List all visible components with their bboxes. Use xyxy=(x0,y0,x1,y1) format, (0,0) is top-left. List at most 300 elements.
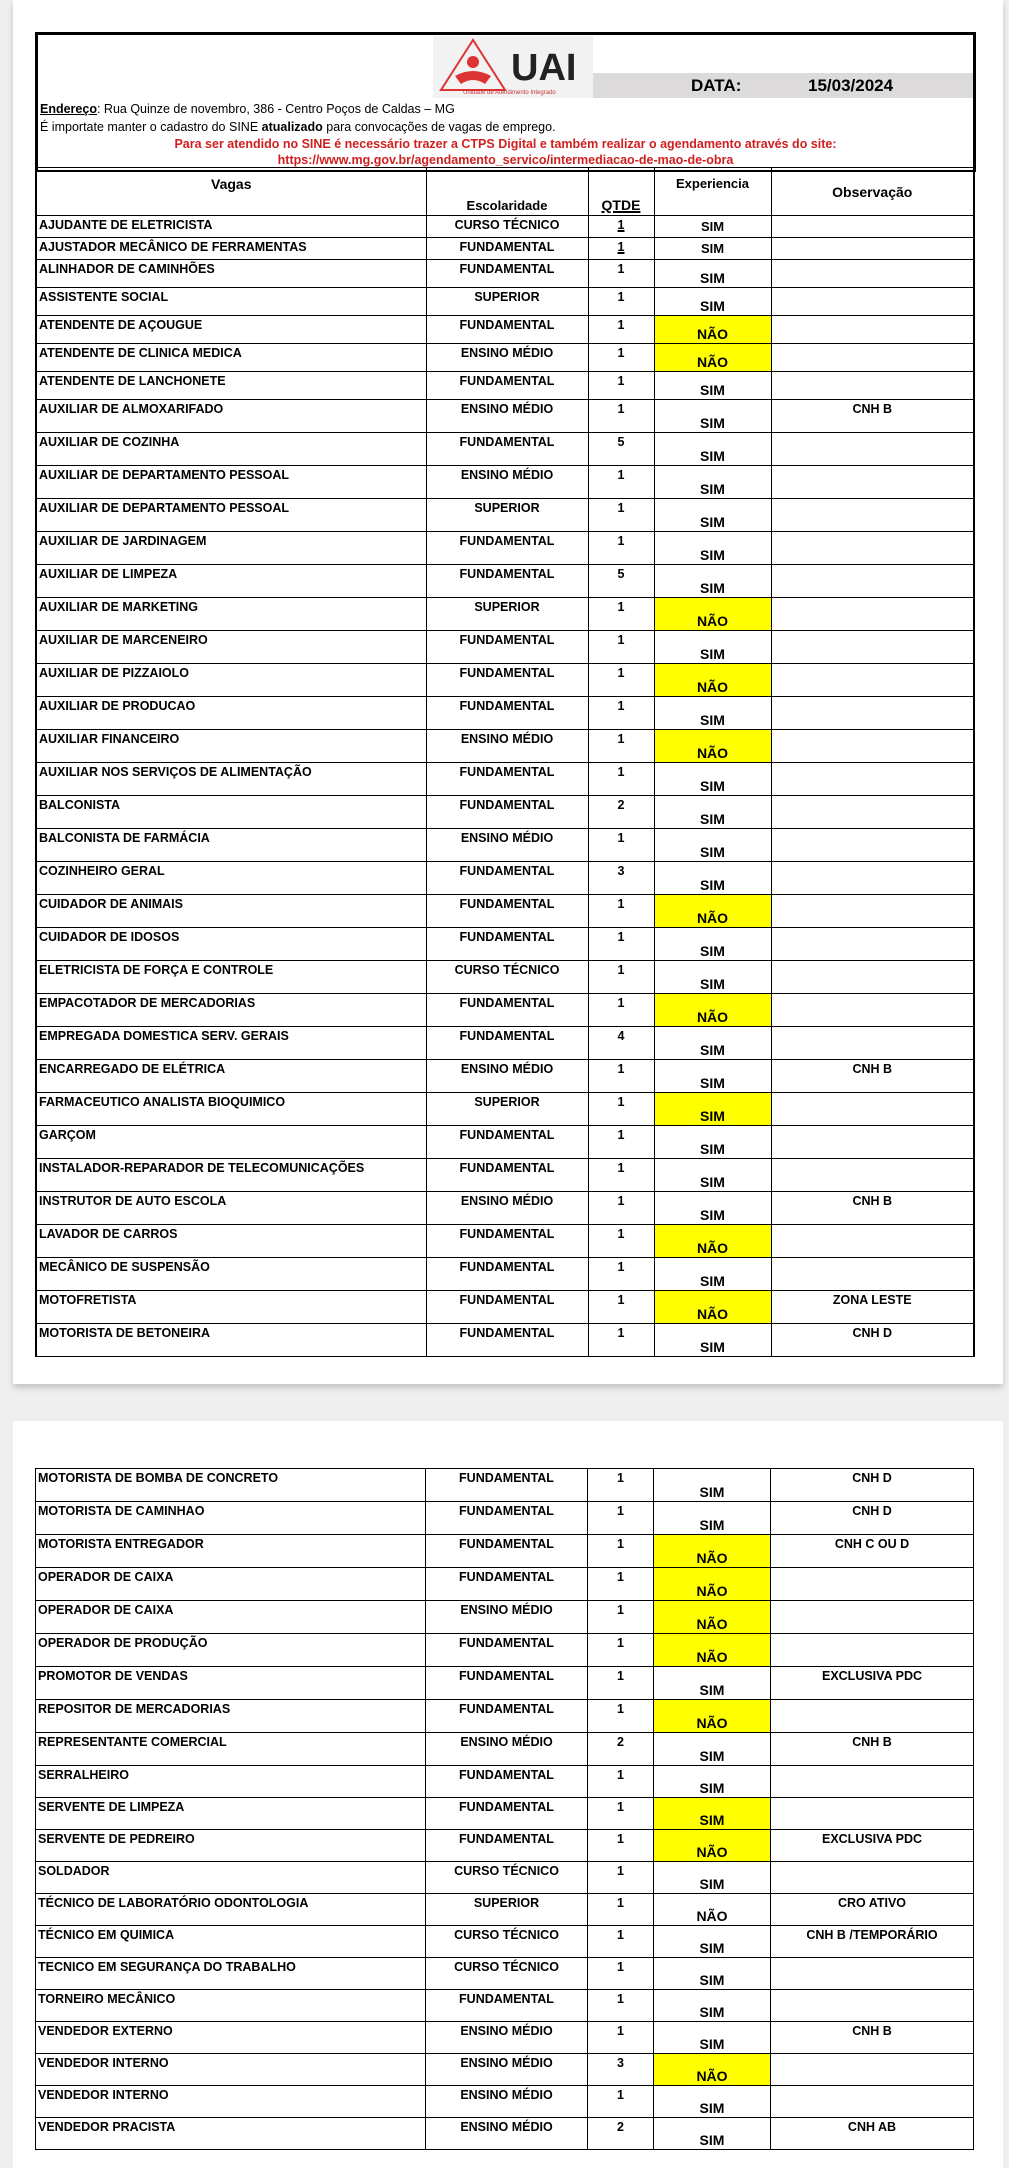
table-row xyxy=(36,499,974,532)
observation xyxy=(771,796,974,829)
job-title: COZINHEIRO GERAL xyxy=(36,862,426,895)
table-row xyxy=(36,1634,974,1667)
svg-text:UAI: UAI xyxy=(511,47,577,89)
job-title: SERVENTE DE LIMPEZA xyxy=(36,1798,426,1830)
education-level: CURSO TÉCNICO xyxy=(426,1958,588,1990)
quantity: 1 xyxy=(588,697,654,730)
observation xyxy=(771,598,974,631)
table-row xyxy=(36,532,974,565)
date-value: 15/03/2024 xyxy=(808,76,894,95)
observation xyxy=(771,763,974,796)
experience-required: SIM xyxy=(654,1060,771,1093)
observation xyxy=(771,344,974,372)
experience-required: NÃO xyxy=(654,895,771,928)
experience-required: SIM xyxy=(654,1093,771,1126)
observation: CNH B xyxy=(771,1733,974,1766)
observation xyxy=(771,1601,974,1634)
table-row xyxy=(36,216,974,238)
quantity: 1 xyxy=(588,1862,654,1894)
table-row xyxy=(36,1469,974,1502)
table-row xyxy=(36,1894,974,1926)
education-level: FUNDAMENTAL xyxy=(426,565,588,598)
job-title: AUXILIAR DE LIMPEZA xyxy=(36,565,426,598)
col-qtde: QTDE xyxy=(588,168,654,216)
sine-note xyxy=(40,120,556,134)
observation xyxy=(771,1027,974,1060)
experience-required: SIM xyxy=(654,796,771,829)
observation xyxy=(771,1126,974,1159)
quantity: 1 xyxy=(588,1894,654,1926)
notice-link[interactable]: https://www.mg.gov.br/agendamento_servico/intermediacao-de-mao-de-obra xyxy=(277,153,734,167)
education-level: CURSO TÉCNICO xyxy=(426,1862,588,1894)
observation xyxy=(771,2086,974,2118)
experience-required: SIM xyxy=(654,1159,771,1192)
table-row xyxy=(36,631,974,664)
quantity: 1 xyxy=(588,1159,654,1192)
education-level: FUNDAMENTAL xyxy=(426,1798,588,1830)
quantity: 1 xyxy=(588,372,654,400)
observation: CNH B xyxy=(771,2022,974,2054)
table-row xyxy=(36,763,974,796)
education-level: FUNDAMENTAL xyxy=(426,1700,588,1733)
education-level: CURSO TÉCNICO xyxy=(426,961,588,994)
job-title: ALINHADOR DE CAMINHÕES xyxy=(36,260,426,288)
job-title: TÉCNICO EM QUIMICA xyxy=(36,1926,426,1958)
table-row xyxy=(36,1990,974,2022)
quantity: 1 xyxy=(588,1291,654,1324)
education-level: FUNDAMENTAL xyxy=(426,1535,588,1568)
col-experiencia: Experiencia xyxy=(654,168,771,216)
quantity: 1 xyxy=(588,1830,654,1862)
quantity: 3 xyxy=(588,862,654,895)
table-row xyxy=(36,1601,974,1634)
observation: CNH B xyxy=(771,1060,974,1093)
education-level: FUNDAMENTAL xyxy=(426,1225,588,1258)
observation: CNH C OU D xyxy=(771,1535,974,1568)
education-level: ENSINO MÉDIO xyxy=(426,1601,588,1634)
note-bold: atualizado xyxy=(261,120,323,134)
observation xyxy=(771,1862,974,1894)
document-page-2 xyxy=(13,1421,1003,2168)
experience-required: NÃO xyxy=(654,1601,771,1634)
observation: ZONA LESTE xyxy=(771,1291,974,1324)
experience-required: SIM xyxy=(654,1192,771,1225)
experience-required: SIM xyxy=(654,862,771,895)
uai-logo xyxy=(433,36,593,98)
table-row xyxy=(36,730,974,763)
address-label: Endereço xyxy=(40,102,97,116)
quantity: 1 xyxy=(588,1601,654,1634)
experience-required: SIM xyxy=(654,1126,771,1159)
job-title: AUXILIAR DE DEPARTAMENTO PESSOAL xyxy=(36,499,426,532)
observation: CNH D xyxy=(771,1502,974,1535)
quantity: 1 xyxy=(588,664,654,697)
education-level: FUNDAMENTAL xyxy=(426,1667,588,1700)
quantity: 1 xyxy=(588,1568,654,1601)
job-title: MOTOFRETISTA xyxy=(36,1291,426,1324)
experience-required: SIM xyxy=(654,288,771,316)
experience-required: SIM xyxy=(654,1027,771,1060)
experience-required: SIM xyxy=(654,400,771,433)
observation xyxy=(771,829,974,862)
experience-required: NÃO xyxy=(654,1291,771,1324)
education-level: ENSINO MÉDIO xyxy=(426,2022,588,2054)
experience-required: SIM xyxy=(654,238,771,260)
date-bar xyxy=(593,73,973,98)
observation xyxy=(771,260,974,288)
quantity: 2 xyxy=(588,2118,654,2150)
education-level: FUNDAMENTAL xyxy=(426,1291,588,1324)
quantity: 1 xyxy=(588,288,654,316)
observation xyxy=(771,216,974,238)
job-table-page-1 xyxy=(35,167,975,1357)
education-level: FUNDAMENTAL xyxy=(426,1990,588,2022)
education-level: FUNDAMENTAL xyxy=(426,928,588,961)
table-row xyxy=(36,829,974,862)
job-title: ASSISTENTE SOCIAL xyxy=(36,288,426,316)
quantity: 4 xyxy=(588,1027,654,1060)
observation xyxy=(771,730,974,763)
quantity: 5 xyxy=(588,433,654,466)
table-row xyxy=(36,796,974,829)
job-title: FARMACEUTICO ANALISTA BIOQUIMICO xyxy=(36,1093,426,1126)
job-title: MOTORISTA DE BOMBA DE CONCRETO xyxy=(36,1469,426,1502)
job-title: AUXILIAR DE ALMOXARIFADO xyxy=(36,400,426,433)
observation: CNH D xyxy=(771,1469,974,1502)
observation xyxy=(771,1798,974,1830)
observation xyxy=(771,961,974,994)
education-level: SUPERIOR xyxy=(426,499,588,532)
experience-required: SIM xyxy=(654,1667,771,1700)
education-level: FUNDAMENTAL xyxy=(426,372,588,400)
quantity: 1 xyxy=(588,1469,654,1502)
table-row xyxy=(36,466,974,499)
table-header-row xyxy=(36,168,974,216)
table-row xyxy=(36,1159,974,1192)
job-title: TÉCNICO DE LABORATÓRIO ODONTOLOGIA xyxy=(36,1894,426,1926)
experience-required: SIM xyxy=(654,961,771,994)
job-title: VENDEDOR INTERNO xyxy=(36,2086,426,2118)
experience-required: NÃO xyxy=(654,316,771,344)
job-title: TECNICO EM SEGURANÇA DO TRABALHO xyxy=(36,1958,426,1990)
quantity: 1 xyxy=(588,316,654,344)
education-level: FUNDAMENTAL xyxy=(426,631,588,664)
observation: CNH D xyxy=(771,1324,974,1357)
job-title: MOTORISTA DE CAMINHAO xyxy=(36,1502,426,1535)
table-row xyxy=(36,288,974,316)
experience-required: SIM xyxy=(654,565,771,598)
table-row xyxy=(36,433,974,466)
job-title: AUXILIAR DE JARDINAGEM xyxy=(36,532,426,565)
job-title: OPERADOR DE CAIXA xyxy=(36,1568,426,1601)
quantity: 1 xyxy=(588,1667,654,1700)
education-level: ENSINO MÉDIO xyxy=(426,2054,588,2086)
observation xyxy=(771,862,974,895)
experience-required: SIM xyxy=(654,1990,771,2022)
job-title: ATENDENTE DE AÇOUGUE xyxy=(36,316,426,344)
experience-required: SIM xyxy=(654,1766,771,1798)
job-title: AUXILIAR DE COZINHA xyxy=(36,433,426,466)
table-row xyxy=(36,697,974,730)
experience-required: SIM xyxy=(654,1733,771,1766)
education-level: SUPERIOR xyxy=(426,288,588,316)
education-level: FUNDAMENTAL xyxy=(426,697,588,730)
job-title: SERRALHEIRO xyxy=(36,1766,426,1798)
job-title: REPOSITOR DE MERCADORIAS xyxy=(36,1700,426,1733)
table-row xyxy=(36,1502,974,1535)
table-row xyxy=(36,994,974,1027)
education-level: FUNDAMENTAL xyxy=(426,1324,588,1357)
education-level: FUNDAMENTAL xyxy=(426,1027,588,1060)
address-text: : Rua Quinze de novembro, 386 - Centro Poços de Caldas – MG xyxy=(96,102,455,116)
table-row xyxy=(36,1958,974,1990)
experience-required: SIM xyxy=(654,1958,771,1990)
quantity: 1 xyxy=(588,1958,654,1990)
experience-required: SIM xyxy=(654,216,771,238)
experience-required: SIM xyxy=(654,2086,771,2118)
quantity: 2 xyxy=(588,1733,654,1766)
quantity: 1 xyxy=(588,499,654,532)
education-level: FUNDAMENTAL xyxy=(426,1502,588,1535)
education-level: ENSINO MÉDIO xyxy=(426,829,588,862)
quantity: 1 xyxy=(588,216,654,238)
table-row xyxy=(36,1766,974,1798)
observation xyxy=(771,1258,974,1291)
experience-required: SIM xyxy=(654,1502,771,1535)
experience-required: NÃO xyxy=(654,1894,771,1926)
notice-line-1: Para ser atendido no SINE é necessário trazer a CTPS Digital e também realizar o agendamento através do site: xyxy=(174,137,837,151)
job-title: BALCONISTA DE FARMÁCIA xyxy=(36,829,426,862)
table-row xyxy=(36,372,974,400)
observation: CNH B /TEMPORÁRIO xyxy=(771,1926,974,1958)
job-title: AJUDANTE DE ELETRICISTA xyxy=(36,216,426,238)
job-title: ELETRICISTA DE FORÇA E CONTROLE xyxy=(36,961,426,994)
experience-required: NÃO xyxy=(654,1634,771,1667)
quantity: 1 xyxy=(588,2022,654,2054)
experience-required: SIM xyxy=(654,372,771,400)
table-row xyxy=(36,1192,974,1225)
education-level: SUPERIOR xyxy=(426,1093,588,1126)
experience-required: SIM xyxy=(654,1862,771,1894)
education-level: ENSINO MÉDIO xyxy=(426,1192,588,1225)
observation xyxy=(771,1700,974,1733)
experience-required: SIM xyxy=(654,2022,771,2054)
observation xyxy=(771,372,974,400)
note-text: É importate manter o cadastro do SINE xyxy=(40,120,262,134)
education-level: FUNDAMENTAL xyxy=(426,1469,588,1502)
table-row xyxy=(36,928,974,961)
job-title: AUXILIAR FINANCEIRO xyxy=(36,730,426,763)
col-escolaridade: Escolaridade xyxy=(426,168,588,216)
education-level: CURSO TÉCNICO xyxy=(426,1926,588,1958)
job-title: EMPACOTADOR DE MERCADORIAS xyxy=(36,994,426,1027)
observation: EXCLUSIVA PDC xyxy=(771,1667,974,1700)
quantity: 1 xyxy=(588,1700,654,1733)
experience-required: SIM xyxy=(654,1926,771,1958)
job-title: AUXILIAR DE PRODUCAO xyxy=(36,697,426,730)
quantity: 1 xyxy=(588,1324,654,1357)
table-row xyxy=(36,565,974,598)
quantity: 1 xyxy=(588,466,654,499)
education-level: FUNDAMENTAL xyxy=(426,433,588,466)
svg-text:Unidade de Atendimento Integra: Unidade de Atendimento Integrado xyxy=(463,90,556,96)
quantity: 2 xyxy=(588,796,654,829)
education-level: ENSINO MÉDIO xyxy=(426,2086,588,2118)
quantity: 3 xyxy=(588,2054,654,2086)
quantity: 1 xyxy=(588,1225,654,1258)
education-level: FUNDAMENTAL xyxy=(426,1634,588,1667)
experience-required: SIM xyxy=(654,2118,771,2150)
observation: CNH AB xyxy=(771,2118,974,2150)
job-title: MECÂNICO DE SUSPENSÃO xyxy=(36,1258,426,1291)
experience-required: SIM xyxy=(654,433,771,466)
observation xyxy=(771,532,974,565)
experience-required: SIM xyxy=(654,631,771,664)
quantity: 1 xyxy=(588,1258,654,1291)
experience-required: NÃO xyxy=(654,2054,771,2086)
education-level: ENSINO MÉDIO xyxy=(426,400,588,433)
table-row xyxy=(36,895,974,928)
job-title: AUXILIAR NOS SERVIÇOS DE ALIMENTAÇÃO xyxy=(36,763,426,796)
job-title: OPERADOR DE PRODUÇÃO xyxy=(36,1634,426,1667)
table-row xyxy=(36,1830,974,1862)
education-level: FUNDAMENTAL xyxy=(426,1258,588,1291)
document-page-1 xyxy=(13,0,1003,1384)
table-row xyxy=(36,1700,974,1733)
observation xyxy=(771,466,974,499)
education-level: FUNDAMENTAL xyxy=(426,796,588,829)
job-title: VENDEDOR EXTERNO xyxy=(36,2022,426,2054)
quantity: 1 xyxy=(588,961,654,994)
document-header xyxy=(35,32,976,172)
experience-required: SIM xyxy=(654,1258,771,1291)
education-level: FUNDAMENTAL xyxy=(426,1568,588,1601)
education-level: FUNDAMENTAL xyxy=(426,260,588,288)
table-row xyxy=(36,2086,974,2118)
observation xyxy=(771,1093,974,1126)
table-row xyxy=(36,1733,974,1766)
experience-required: SIM xyxy=(654,1798,771,1830)
job-title: AUXILIAR DE PIZZAIOLO xyxy=(36,664,426,697)
experience-required: SIM xyxy=(654,928,771,961)
table-row xyxy=(36,1568,974,1601)
table-row xyxy=(36,1126,974,1159)
quantity: 1 xyxy=(588,1192,654,1225)
quantity: 1 xyxy=(588,1126,654,1159)
job-title: AJUSTADOR MECÂNICO DE FERRAMENTAS xyxy=(36,238,426,260)
table-row xyxy=(36,2022,974,2054)
observation xyxy=(771,1568,974,1601)
observation xyxy=(771,1766,974,1798)
table-row xyxy=(36,1027,974,1060)
observation xyxy=(771,664,974,697)
observation xyxy=(771,433,974,466)
job-title: AUXILIAR DE DEPARTAMENTO PESSOAL xyxy=(36,466,426,499)
table-row xyxy=(36,1862,974,1894)
quantity: 1 xyxy=(588,1634,654,1667)
job-title: EMPREGADA DOMESTICA SERV. GERAIS xyxy=(36,1027,426,1060)
education-level: FUNDAMENTAL xyxy=(426,316,588,344)
job-title: AUXILIAR DE MARCENEIRO xyxy=(36,631,426,664)
job-title: INSTALADOR-REPARADOR DE TELECOMUNICAÇÕES xyxy=(36,1159,426,1192)
education-level: FUNDAMENTAL xyxy=(426,532,588,565)
education-level: FUNDAMENTAL xyxy=(426,994,588,1027)
education-level: ENSINO MÉDIO xyxy=(426,466,588,499)
quantity: 1 xyxy=(588,1926,654,1958)
education-level: SUPERIOR xyxy=(426,598,588,631)
education-level: FUNDAMENTAL xyxy=(426,895,588,928)
table-row xyxy=(36,1291,974,1324)
job-title: GARÇOM xyxy=(36,1126,426,1159)
job-title: REPRESENTANTE COMERCIAL xyxy=(36,1733,426,1766)
education-level: FUNDAMENTAL xyxy=(426,1159,588,1192)
job-title: CUIDADOR DE IDOSOS xyxy=(36,928,426,961)
job-title: ATENDENTE DE LANCHONETE xyxy=(36,372,426,400)
experience-required: NÃO xyxy=(654,730,771,763)
observation xyxy=(771,1990,974,2022)
education-level: ENSINO MÉDIO xyxy=(426,2118,588,2150)
table-row xyxy=(36,1093,974,1126)
quantity: 1 xyxy=(588,1766,654,1798)
job-title: LAVADOR DE CARROS xyxy=(36,1225,426,1258)
experience-required: SIM xyxy=(654,697,771,730)
observation xyxy=(771,1634,974,1667)
job-title: INSTRUTOR DE AUTO ESCOLA xyxy=(36,1192,426,1225)
table-row xyxy=(36,1324,974,1357)
experience-required: SIM xyxy=(654,466,771,499)
experience-required: SIM xyxy=(654,763,771,796)
job-title: CUIDADOR DE ANIMAIS xyxy=(36,895,426,928)
education-level: FUNDAMENTAL xyxy=(426,862,588,895)
observation xyxy=(771,928,974,961)
quantity: 1 xyxy=(588,598,654,631)
table-row xyxy=(36,1225,974,1258)
quantity: 1 xyxy=(588,1093,654,1126)
job-title: PROMOTOR DE VENDAS xyxy=(36,1667,426,1700)
quantity: 1 xyxy=(588,895,654,928)
observation xyxy=(771,565,974,598)
quantity: 1 xyxy=(588,260,654,288)
experience-required: NÃO xyxy=(654,1535,771,1568)
job-title: ATENDENTE DE CLINICA MEDICA xyxy=(36,344,426,372)
quantity: 1 xyxy=(588,400,654,433)
observation: CNH B xyxy=(771,1192,974,1225)
quantity: 1 xyxy=(588,1535,654,1568)
observation xyxy=(771,238,974,260)
table-row xyxy=(36,2054,974,2086)
col-observacao: Observação xyxy=(771,168,974,216)
observation xyxy=(771,316,974,344)
job-title: VENDEDOR PRACISTA xyxy=(36,2118,426,2150)
quantity: 1 xyxy=(588,1060,654,1093)
job-title: ENCARREGADO DE ELÉTRICA xyxy=(36,1060,426,1093)
observation: CRO ATIVO xyxy=(771,1894,974,1926)
education-level: FUNDAMENTAL xyxy=(426,1830,588,1862)
table-row xyxy=(36,1535,974,1568)
education-level: FUNDAMENTAL xyxy=(426,763,588,796)
experience-required: SIM xyxy=(654,1469,771,1502)
observation xyxy=(771,994,974,1027)
education-level: ENSINO MÉDIO xyxy=(426,730,588,763)
job-title: AUXILIAR DE MARKETING xyxy=(36,598,426,631)
education-level: ENSINO MÉDIO xyxy=(426,1060,588,1093)
job-title: OPERADOR DE CAIXA xyxy=(36,1601,426,1634)
observation xyxy=(771,288,974,316)
education-level: CURSO TÉCNICO xyxy=(426,216,588,238)
table-row xyxy=(36,862,974,895)
job-title: MOTORISTA DE BETONEIRA xyxy=(36,1324,426,1357)
quantity: 1 xyxy=(588,1990,654,2022)
